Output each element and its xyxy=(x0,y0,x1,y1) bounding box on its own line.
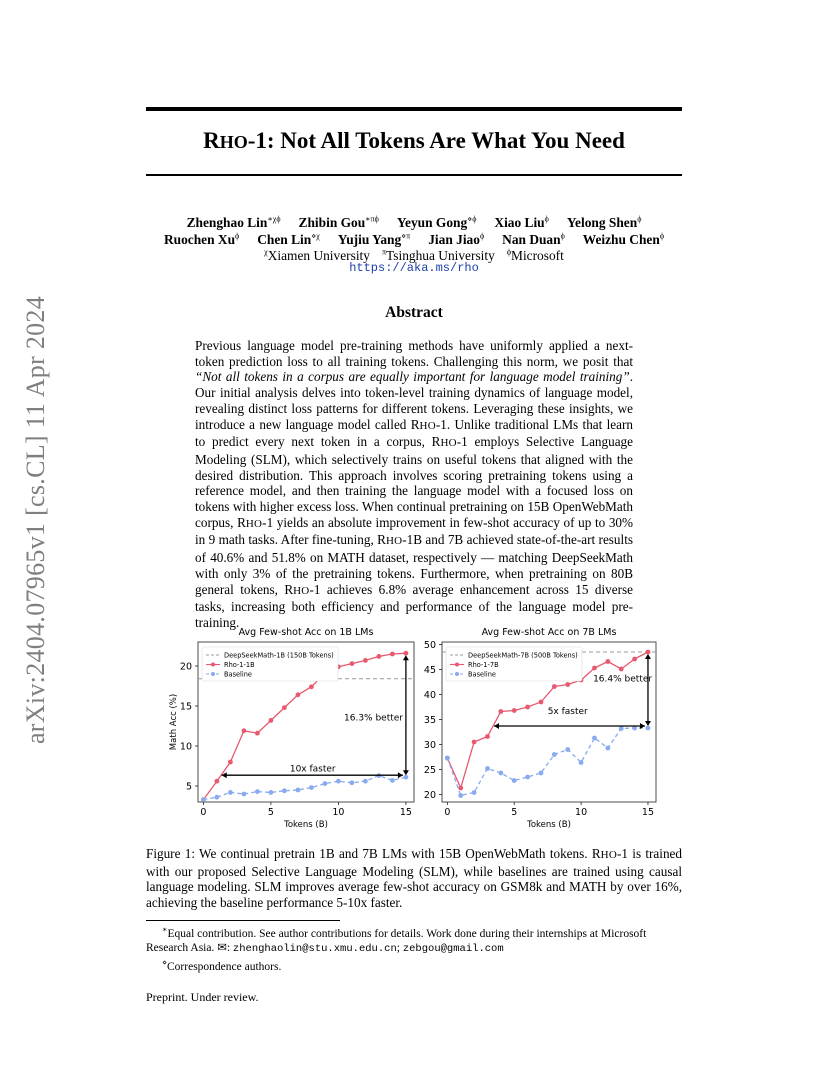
affiliation-mark: π xyxy=(381,248,387,257)
abstract-quote: “Not all tokens in a corpus are equally important for language model training” xyxy=(195,369,630,385)
baseline-point xyxy=(445,756,450,761)
rho-point xyxy=(377,654,382,659)
baseline-point xyxy=(552,752,557,757)
abstract-body: Previous language model pre-training methods have uniformly applied a next-token prediction loss to all training tokens. Challenging this norm, we posit that “Not all tokens in a corpus are equally important for language model training”. Our initial analysis delves into token-level training dynamics of language model, revealing distinct loss patterns for different tokens. Leveraging these insights, we introduce a new language model called RHO-1. Unlike traditional LMs that learn to predict every next token in a corpus, RHO-1 employs Selective Language Modeling (SLM), which selectively trains on useful tokens that aligned with the desired distribution. This approach involves scoring pretraining tokens using a reference model, and then training the language model with a focused loss on tokens with higher excess loss. When continual pretraining on 15B OpenWebMath corpus, RHO-1 yields an absolute improvement in few-shot accuracy of up to 30% in 9 math tasks. After fine-tuning, RHO-1B and 7B achieved state-of-the-art results of 40.6% and 51.8% on MATH dataset, respectively — matching DeepSeekMath with only 3% of the pretraining tokens. Furthermore, when pretraining on 80B general tokens, RHO-1 achieves 6.8% average enhancement across 15 diverse tasks, increasing both efficiency and performance of the language model pre-training. xyxy=(195,338,634,630)
email-2[interactable]: zebgou@gmail.com xyxy=(402,942,504,955)
better-arrow-head xyxy=(645,721,651,726)
baseline-point xyxy=(296,788,301,793)
author-name: Yeyun Gong xyxy=(396,215,468,231)
affiliation-name: Tsinghua University xyxy=(386,248,495,264)
rho-point xyxy=(525,705,530,710)
rho-point xyxy=(390,652,395,657)
x-tick-label: 5 xyxy=(511,807,518,818)
baseline-point xyxy=(565,747,570,752)
rho-point xyxy=(269,718,274,723)
baseline-point xyxy=(525,775,530,780)
baseline-point xyxy=(255,789,260,794)
better-arrow-head xyxy=(403,770,409,775)
rho-point xyxy=(296,692,301,697)
rho-point xyxy=(363,658,368,663)
baseline-point xyxy=(363,779,368,784)
legend-marker xyxy=(211,663,215,667)
author-affiliation-mark: ϕ xyxy=(479,232,485,241)
baseline-point xyxy=(201,797,206,802)
paper-title xyxy=(0,128,828,154)
legend-label: Baseline xyxy=(224,670,252,679)
rho-point xyxy=(539,700,544,705)
rho-point xyxy=(646,650,651,655)
x-tick-label: 0 xyxy=(444,807,451,818)
rho-point xyxy=(512,708,517,713)
rho-point xyxy=(605,659,610,664)
rho-point xyxy=(255,731,260,736)
baseline-point xyxy=(539,771,544,776)
baseline-point xyxy=(228,790,233,795)
chart-2 xyxy=(424,627,656,830)
affiliation-name: Microsoft xyxy=(511,248,564,264)
author-name: Yelong Shen xyxy=(566,215,638,231)
rho-point xyxy=(565,682,570,687)
title-bottom-rule xyxy=(146,174,682,176)
baseline-point xyxy=(579,760,584,765)
figure-1-charts xyxy=(150,620,670,830)
rho-point xyxy=(350,661,355,666)
legend-marker xyxy=(455,672,459,676)
x-axis-label: Tokens (B) xyxy=(527,820,571,830)
legend-label: DeepSeekMath-1B (150B Tokens) xyxy=(224,651,334,660)
author-name: Yujiu Yang xyxy=(337,232,402,248)
title-rho-smallcaps: HO xyxy=(219,132,248,152)
rho-point xyxy=(309,684,314,689)
legend-label: Rho-1-1B xyxy=(224,661,255,670)
y-tick-label: 25 xyxy=(423,765,436,776)
y-tick-label: 40 xyxy=(423,690,436,701)
baseline-point xyxy=(404,775,409,780)
rho-point xyxy=(552,684,557,689)
x-tick-label: 10 xyxy=(332,807,345,818)
chart-1 xyxy=(169,627,414,830)
author-affiliation-mark: ∗χϕ xyxy=(267,215,281,224)
author-affiliation-mark: ⋄χ xyxy=(311,232,320,241)
author-affiliation-mark: ⋄ϕ xyxy=(467,215,477,224)
author-name: Chen Lin xyxy=(257,232,312,248)
baseline-point xyxy=(350,780,355,785)
y-tick-label: 20 xyxy=(423,790,436,801)
rho-point xyxy=(485,734,490,739)
preprint-note: Preprint. Under review. xyxy=(146,990,259,1004)
rho-point xyxy=(498,709,503,714)
chart-title: Avg Few-shot Acc on 7B LMs xyxy=(481,627,617,638)
baseline-point xyxy=(336,779,341,784)
x-tick-label: 10 xyxy=(575,807,588,818)
footnotes xyxy=(146,923,682,974)
arxiv-stamp-text: arXiv:2404.07965v1 [cs.CL] 11 Apr 2024 xyxy=(21,295,50,745)
baseline-point xyxy=(592,736,597,741)
baseline-point xyxy=(323,781,328,786)
footnote-rule xyxy=(146,920,340,921)
legend-label: Rho-1-7B xyxy=(468,661,499,670)
baseline-point xyxy=(458,793,463,798)
baseline-point xyxy=(646,726,651,731)
author-name: Zhenghao Lin xyxy=(186,215,268,231)
title-rest: -1: Not All Tokens Are What You Need xyxy=(247,128,625,153)
baseline-point xyxy=(215,795,220,800)
rho-point xyxy=(404,651,409,656)
rho-point xyxy=(242,728,247,733)
author-name: Xiao Liu xyxy=(494,215,545,231)
baseline-point xyxy=(390,778,395,783)
author-affiliation-mark: ϕ xyxy=(637,215,642,224)
chart-annotation: 10x faster xyxy=(289,764,336,775)
author-affiliation-mark: ϕ xyxy=(560,232,565,241)
legend-marker xyxy=(455,663,459,667)
author-name: Zhibin Gou xyxy=(298,215,366,231)
rho-point xyxy=(632,657,637,662)
baseline-point xyxy=(605,746,610,751)
better-arrow-head xyxy=(645,654,651,659)
affiliation-mark: χ xyxy=(264,248,268,257)
y-tick-label: 45 xyxy=(423,665,436,676)
baseline-point xyxy=(512,778,517,783)
baseline-point xyxy=(269,790,274,795)
author-affiliation-mark: ϕ xyxy=(235,232,240,241)
rho-point xyxy=(228,760,233,765)
chart-annotation: 16.4% better xyxy=(593,674,653,685)
figure-1-caption: Figure 1: We continual pretrain 1B and 7B LMs with 15B OpenWebMath tokens. RHO-1 is trained with our proposed Selective Language Modeling (SLM), while baselines are trained using causal language modeling. SLM improves average few-shot accuracy on GSM8k and MATH by over 16%, achieving the baseline performance 5-10x faster. xyxy=(146,846,682,911)
baseline-point xyxy=(498,771,503,776)
baseline-point xyxy=(485,766,490,771)
chart-title: Avg Few-shot Acc on 1B LMs xyxy=(238,627,374,638)
faster-arrow-head xyxy=(398,772,403,778)
footnote-correspondence: ⋄Correspondence authors. xyxy=(162,957,282,973)
y-tick-label: 5 xyxy=(185,781,192,793)
author-affiliation-mark: ∗πϕ xyxy=(365,215,379,224)
author-name: Jian Jiao xyxy=(428,232,480,248)
author-affiliation-mark: ϕ xyxy=(544,215,549,224)
footnote-equal-contribution: ∗Equal contribution. See author contributions for details. Work done during their internships at Microsoft Research Asia. ✉: zhenghaolin@stu.xmu.edu.cn; zebgou@gmail.com xyxy=(146,925,647,955)
rho-point xyxy=(592,666,597,671)
y-tick-label: 35 xyxy=(423,715,436,726)
baseline-series-line xyxy=(203,776,406,800)
email-1[interactable]: zhenghaolin@stu.xmu.edu.cn xyxy=(232,942,397,955)
y-tick-label: 10 xyxy=(179,741,192,753)
baseline-point xyxy=(309,785,314,790)
rho-point xyxy=(472,740,477,745)
rho-point xyxy=(282,705,287,710)
x-tick-label: 0 xyxy=(200,807,207,818)
baseline-point xyxy=(472,790,477,795)
baseline-point xyxy=(242,792,247,797)
rho-point xyxy=(619,667,624,672)
y-tick-label: 50 xyxy=(423,640,436,651)
chart-annotation: 16.3% better xyxy=(344,713,403,724)
author-name: Ruochen Xu xyxy=(163,232,236,248)
baseline-point xyxy=(619,726,624,731)
legend-marker xyxy=(211,672,215,676)
y-axis-label: Math Acc (%) xyxy=(169,693,179,751)
author-name: Weizhu Chen xyxy=(582,232,660,248)
author-affiliation-mark: ⋄π xyxy=(401,232,411,241)
y-tick-label: 20 xyxy=(179,661,192,673)
affiliation-name: Xiamen University xyxy=(267,248,370,264)
x-tick-label: 15 xyxy=(399,807,412,818)
better-arrow-head xyxy=(403,655,409,660)
baseline-point xyxy=(282,788,287,793)
author-affiliation-mark: ϕ xyxy=(659,232,665,241)
legend-label: Baseline xyxy=(468,670,496,679)
x-tick-label: 5 xyxy=(267,807,274,818)
author-name: Nan Duan xyxy=(502,232,561,248)
y-tick-label: 15 xyxy=(179,701,192,713)
affiliation-mark: ϕ xyxy=(506,248,512,257)
y-tick-label: 30 xyxy=(423,740,436,751)
baseline-series-line xyxy=(447,728,648,796)
rho-point xyxy=(458,786,463,791)
abstract-heading: Abstract xyxy=(385,304,443,321)
title-rho-initial: R xyxy=(203,128,220,153)
x-tick-label: 15 xyxy=(641,807,655,818)
legend-label: DeepSeekMath-7B (500B Tokens) xyxy=(468,651,578,660)
project-url[interactable]: https://aka.ms/rho xyxy=(349,261,479,275)
chart-annotation: 5x faster xyxy=(547,707,588,717)
x-axis-label: Tokens (B) xyxy=(284,820,328,830)
rho-point xyxy=(215,779,220,784)
title-top-rule xyxy=(146,107,682,111)
